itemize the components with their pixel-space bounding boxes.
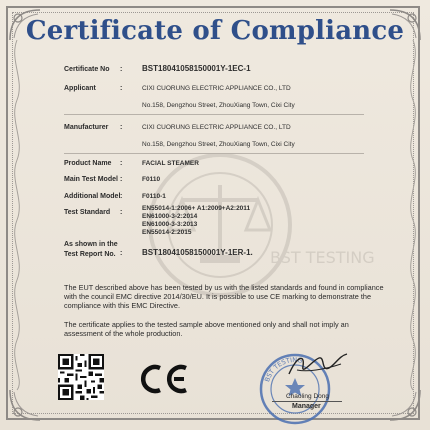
compliance-statement: The EUT described above has been tested by us with the listed standards and found in compliance with the council EMC directive 2014/30/EU. It is possible to use CE marking to demonstrate the compliance with this EMC Directive. bbox=[64, 283, 384, 311]
test-standard-value: EN55014-1:2006+ A1:2009+A2:2011 bbox=[142, 205, 251, 212]
scope-statement: The certificate applies to the tested sample above mentioned only and shall not imply an assessment of the whole production. bbox=[64, 320, 349, 339]
additional-model-value: F0110-1 bbox=[142, 193, 166, 200]
ce-mark bbox=[136, 364, 192, 394]
applicant-address: No.158, Dengzhou Street, ZhouXiang Town, Cixi City bbox=[142, 102, 295, 109]
divider bbox=[64, 114, 364, 115]
signature-line bbox=[272, 401, 342, 402]
main-test-model-value: F0110 bbox=[142, 176, 161, 183]
svg-text:BST TESTING: BST TESTING bbox=[263, 355, 303, 383]
signatory-title: Manager bbox=[292, 403, 321, 410]
manufacturer-label: Manufacturer bbox=[64, 124, 109, 131]
product-name-value: FACIAL STEAMER bbox=[142, 160, 199, 167]
product-name-label: Product Name bbox=[64, 160, 112, 167]
certificate-no-label: Certificate No bbox=[64, 66, 110, 73]
manufacturer-address: No.158, Dengzhou Street, ZhouXiang Town, Cixi City bbox=[142, 141, 295, 148]
additional-model-label: Additional Model bbox=[64, 193, 121, 200]
colon: : bbox=[120, 176, 123, 183]
applicant-label: Applicant bbox=[64, 85, 96, 92]
applicant-name: CIXI CUORUNG ELECTRIC APPLIANCE CO., LTD bbox=[142, 85, 291, 92]
test-standard-value: EN61000-3-2:2014 bbox=[142, 213, 198, 220]
test-standard-value: EN61000-3-3:2013 bbox=[142, 221, 198, 228]
colon: : bbox=[120, 160, 123, 167]
colon: : bbox=[120, 66, 123, 73]
colon: : bbox=[120, 193, 123, 200]
corner-ornament bbox=[8, 388, 42, 422]
colon: : bbox=[120, 250, 123, 257]
main-test-model-label: Main Test Model bbox=[64, 176, 118, 183]
manufacturer-name: CIXI CUORUNG ELECTRIC APPLIANCE CO., LTD bbox=[142, 124, 291, 131]
signatory-name: Chaoling Dong bbox=[286, 393, 330, 400]
side-ornament-right bbox=[405, 40, 421, 390]
test-standard-label: Test Standard bbox=[64, 209, 111, 216]
corner-ornament bbox=[388, 388, 422, 422]
colon: : bbox=[120, 85, 123, 92]
qr-code bbox=[58, 354, 104, 400]
certificate-title: Certificate of Compliance bbox=[25, 16, 405, 46]
side-ornament-left bbox=[9, 40, 25, 390]
colon: : bbox=[120, 209, 123, 216]
test-standard-value: EN55014-2:2015 bbox=[142, 229, 192, 236]
test-report-label-line1: As shown in the bbox=[64, 241, 118, 248]
handwritten-signature bbox=[283, 350, 353, 380]
divider bbox=[64, 153, 364, 154]
svg-text:BST TESTING: BST TESTING bbox=[270, 248, 375, 267]
certificate-no-value: BST18041058150001Y-1EC-1 bbox=[142, 64, 251, 73]
test-report-label-line2: Test Report No. bbox=[64, 251, 116, 258]
colon: : bbox=[120, 124, 123, 131]
test-report-value: BST18041058150001Y-1ER-1. bbox=[142, 248, 253, 257]
